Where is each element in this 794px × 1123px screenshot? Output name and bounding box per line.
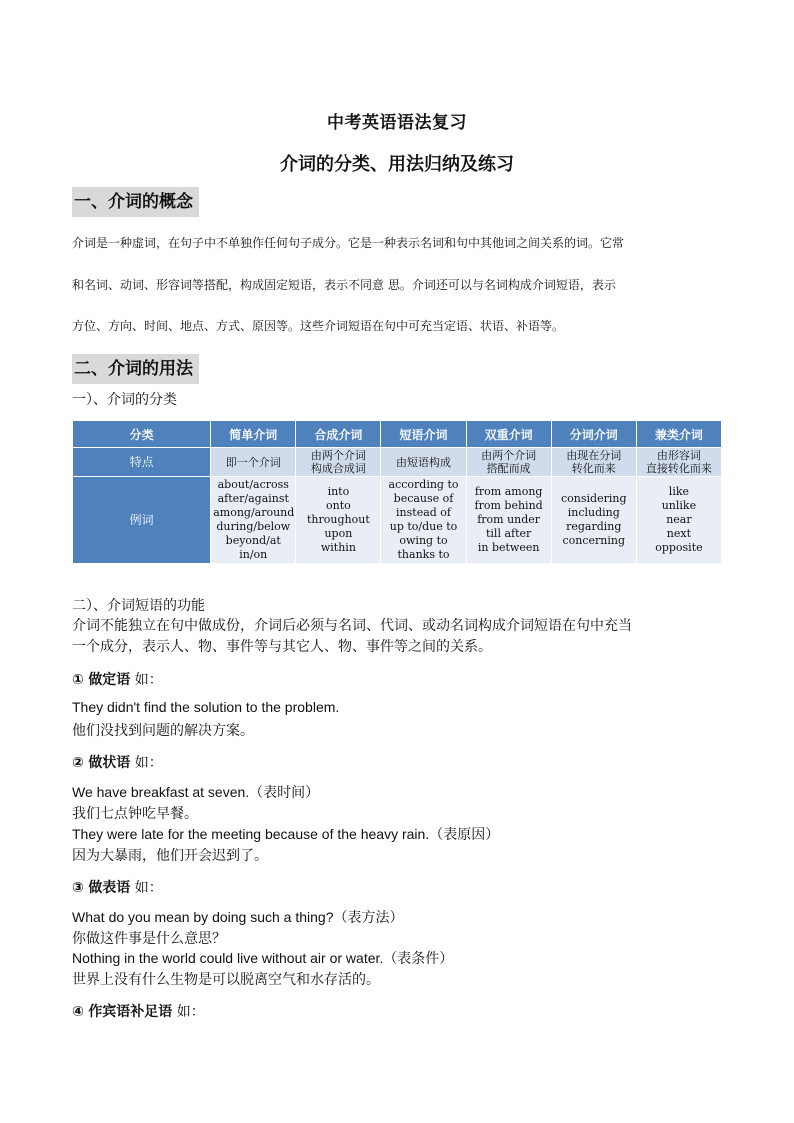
concept-line-1: 介词是一种虚词，在句子中不单独作任何句子成分。它是一种表示名词和句中其他词之间关系的词。它常: [72, 236, 625, 250]
table-header-cell: 分类: [73, 421, 211, 448]
table-header-cell: 分词介词: [551, 421, 636, 448]
example-sentence: What do you mean by doing such a thing?（表方法）: [72, 909, 404, 925]
cell-line: up to/due to: [389, 520, 458, 533]
concept-line-2: 和名词、动词、形容词等搭配，构成固定短语，表示不同意 思。介词还可以与名词构成介词短语，表示: [72, 278, 616, 292]
cell-line: next: [666, 527, 692, 540]
cell-line: opposite: [655, 541, 703, 554]
usage-item-adverbial: [72, 752, 163, 772]
cell-line: 由形容词: [656, 449, 701, 462]
example-cell: [466, 477, 551, 564]
document-title: 中考英语语法复习: [327, 113, 467, 133]
document-subtitle: 介词的分类、用法归纳及练习: [280, 154, 514, 175]
cell-line: thanks to: [397, 548, 450, 561]
cell-line: 直接转化而来: [645, 462, 712, 475]
usage-item-attributive: [72, 669, 163, 689]
item-number: ③: [72, 880, 84, 896]
cell-line: beyond/at: [225, 534, 281, 547]
row-label-features: 特点: [73, 448, 211, 477]
example-cell: [381, 477, 466, 564]
cell-line: because of: [393, 492, 454, 505]
cell-line: 即一个介词: [225, 455, 281, 469]
row-label-examples: 例词: [73, 477, 211, 564]
item-suffix: 如：: [134, 755, 163, 771]
cell-line: instead of: [396, 506, 451, 519]
item-label: 做表语: [88, 880, 131, 896]
table-header-cell: 简单介词: [211, 421, 296, 448]
cell-line: among/around: [213, 506, 295, 519]
cell-line: considering: [561, 492, 627, 505]
table-row-examples: [73, 477, 722, 564]
cell-line: unlike: [661, 499, 697, 512]
section-heading-concept: 一、介词的概念: [72, 187, 199, 217]
table-header-cell: 兼类介词: [636, 421, 721, 448]
feature-cell: [636, 448, 721, 477]
item-suffix: 如：: [134, 880, 163, 896]
cell-line: 搭配而成: [486, 462, 531, 475]
table-row-features: [73, 448, 722, 477]
cell-line: 由短语构成: [396, 455, 452, 469]
item-label: 作宾语补足语: [88, 1004, 173, 1020]
cell-line: near: [666, 513, 692, 526]
cell-line: till after: [485, 527, 532, 540]
cell-line: 由两个介词: [310, 449, 366, 462]
example-cell: [211, 477, 296, 564]
example-translation: 因为大暴雨，他们开会迟到了。: [72, 848, 268, 864]
cell-line: concerning: [562, 534, 626, 547]
cell-line: like: [668, 485, 690, 498]
item-label: 做定语: [88, 672, 131, 688]
feature-cell: [211, 448, 296, 477]
example-sentence: They didn't find the solution to the problem.: [72, 699, 340, 715]
example-cell: [551, 477, 636, 564]
feature-cell: [551, 448, 636, 477]
cell-line: regarding: [566, 520, 622, 533]
example-translation: 你做这件事是什么意思？: [72, 931, 226, 947]
example-cell: [636, 477, 721, 564]
item-suffix: 如：: [176, 1004, 205, 1020]
cell-line: 构成合成词: [310, 462, 366, 475]
cell-line: within: [320, 541, 356, 554]
section-heading-usage: 二、介词的用法: [72, 354, 199, 384]
example-sentence: They were late for the meeting because of the heavy rain.（表原因）: [72, 826, 500, 842]
cell-line: onto: [326, 499, 351, 512]
cell-line: 由两个介词: [481, 449, 537, 462]
function-text-line-2: 一个成分，表示人、物、事件等与其它人、物、事件等之间的关系。: [72, 639, 492, 655]
item-suffix: 如：: [134, 672, 163, 688]
table-header-cell: 双重介词: [466, 421, 551, 448]
example-translation: 世界上没有什么生物是可以脱离空气和水存活的。: [72, 972, 380, 988]
feature-cell: [466, 448, 551, 477]
cell-line: about/across: [217, 478, 289, 491]
cell-line: into: [327, 485, 350, 498]
cell-line: in/on: [239, 548, 268, 561]
item-number: ④: [72, 1004, 84, 1020]
subheading-phrase-function: 二）、介词短语的功能: [72, 598, 205, 614]
example-cell: [296, 477, 381, 564]
cell-line: after/against: [217, 492, 289, 505]
preposition-classification-table: [72, 420, 722, 564]
cell-line: upon: [324, 527, 353, 540]
cell-line: from among: [474, 485, 543, 498]
item-label: 做状语: [88, 755, 131, 771]
item-number: ①: [72, 672, 84, 688]
concept-line-3: 方位、方向、时间、地点、方式、原因等。这些介词短语在句中可充当定语、状语、补语等。: [72, 319, 565, 333]
cell-line: in between: [477, 541, 540, 554]
example-translation: 我们七点钟吃早餐。: [72, 806, 198, 822]
cell-line: throughout: [307, 513, 370, 526]
subheading-classification: 一）、介词的分类: [72, 392, 177, 408]
cell-line: from behind: [474, 499, 543, 512]
cell-line: from under: [477, 513, 541, 526]
feature-cell: [296, 448, 381, 477]
cell-line: owing to: [399, 534, 448, 547]
cell-line: according to: [388, 478, 459, 491]
table-header-cell: 合成介词: [296, 421, 381, 448]
example-sentence: We have breakfast at seven.（表时间）: [72, 784, 320, 800]
usage-item-predicative: [72, 877, 163, 897]
example-translation: 他们没找到问题的解决方案。: [72, 723, 254, 739]
table-header-cell: 短语介词: [381, 421, 466, 448]
table-header-row: [73, 421, 722, 448]
usage-item-object-complement: [72, 1001, 205, 1021]
cell-line: 转化而来: [571, 462, 616, 475]
function-text-line-1: 介词不能独立在句中做成份，介词后必须与名词、代词、或动名词构成介词短语在句中充当: [72, 618, 632, 634]
item-number: ②: [72, 755, 84, 771]
cell-line: during/below: [216, 520, 291, 533]
feature-cell: [381, 448, 466, 477]
cell-line: including: [567, 506, 620, 519]
cell-line: 由现在分词: [566, 449, 622, 462]
example-sentence: Nothing in the world could live without air or water.（表条件）: [72, 950, 454, 966]
